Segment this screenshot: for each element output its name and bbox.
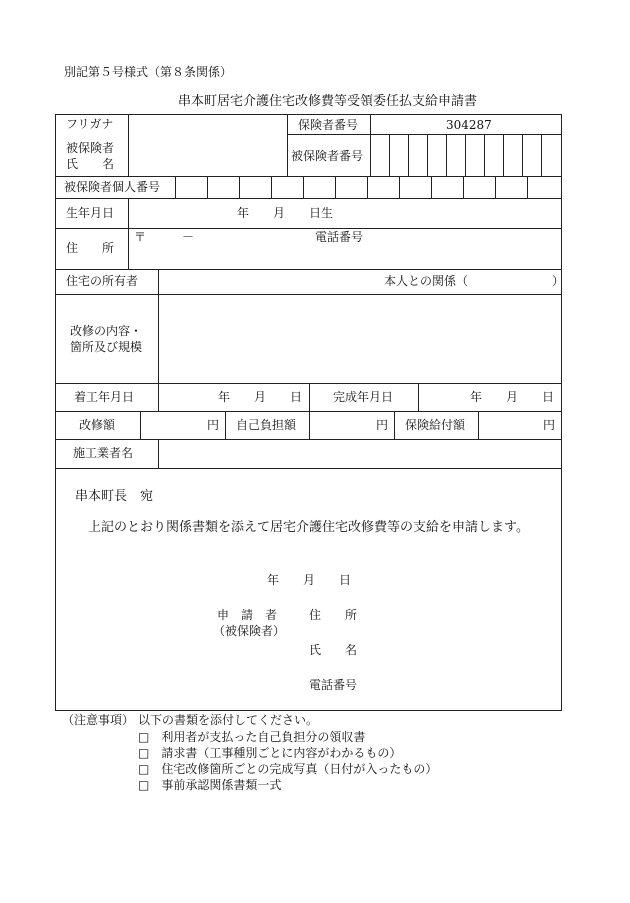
form-number-label: 別記第５号様式（第８条関係） bbox=[64, 65, 233, 79]
completion-date-label: 完成年月日 bbox=[333, 390, 394, 404]
notes-intro: 以下の書類を添付してください。 bbox=[138, 713, 319, 727]
start-date-value: 年 月 日 bbox=[218, 390, 303, 404]
birthdate-suffix: 年 月 日生 bbox=[237, 206, 334, 220]
insurer-number-value: 304287 bbox=[446, 118, 492, 132]
applicant-phone-label: 電話番号 bbox=[309, 678, 358, 692]
insured-name-label-line2: 氏 名 bbox=[66, 157, 115, 171]
benefit-label: 保険給付額 bbox=[405, 418, 466, 432]
phone-label: 電話番号 bbox=[315, 230, 364, 244]
address-label: 住 所 bbox=[66, 241, 115, 255]
personal-number-label: 被保険者個人番号 bbox=[64, 180, 161, 194]
postal-code-mark: 〒 － bbox=[134, 230, 195, 244]
renovation-label-line2: 箇所及び規模 bbox=[70, 340, 143, 354]
contractor-label: 施工業者名 bbox=[73, 446, 134, 460]
applicant-address-label: 住 所 bbox=[309, 608, 358, 622]
birthdate-label: 生年月日 bbox=[66, 206, 115, 220]
benefit-yen: 円 bbox=[543, 418, 556, 432]
insured-name-label-line1: 被保険者 bbox=[66, 141, 115, 155]
application-statement: 上記のとおり関係書類を添えて居宅介護住宅改修費等の支給を申請します。 bbox=[88, 520, 529, 535]
self-pay-yen: 円 bbox=[376, 418, 389, 432]
note-item: □ 住宅改修箇所ごとの完成写真（日付が入ったもの） bbox=[138, 762, 438, 776]
application-date: 年 月 日 bbox=[267, 573, 352, 587]
start-date-label: 着工年月日 bbox=[74, 390, 135, 404]
insured-number-label: 被保険者番号 bbox=[291, 149, 364, 163]
note-item: □ 請求書（工事種別ごとに内容がわかるもの） bbox=[138, 746, 402, 760]
form-title: 串本町居宅介護住宅改修費等受領委任払支給申請書 bbox=[178, 94, 478, 109]
notes-label: （注意事項） bbox=[62, 713, 135, 727]
furigana-label: フリガナ bbox=[66, 117, 114, 131]
renovation-label-line1: 改修の内容・ bbox=[70, 324, 143, 338]
insurer-number-label: 保険者番号 bbox=[298, 118, 359, 132]
addressee: 串本町長 宛 bbox=[75, 489, 154, 504]
applicant-sublabel: （被保険者） bbox=[213, 624, 286, 638]
amount-yen: 円 bbox=[207, 418, 220, 432]
relation-label: 本人との関係（ ） bbox=[384, 274, 565, 288]
note-item: □ 事前承認関係書類一式 bbox=[138, 778, 282, 792]
note-item: □ 利用者が支払った自己負担分の領収書 bbox=[138, 730, 366, 744]
applicant-name-label: 氏 名 bbox=[309, 643, 358, 657]
applicant-label: 申 請 者 bbox=[217, 608, 278, 622]
self-pay-label: 自己負担額 bbox=[236, 418, 297, 432]
owner-label: 住宅の所有者 bbox=[66, 274, 139, 288]
completion-date-value: 年 月 日 bbox=[470, 390, 555, 404]
amount-label: 改修額 bbox=[79, 418, 116, 432]
